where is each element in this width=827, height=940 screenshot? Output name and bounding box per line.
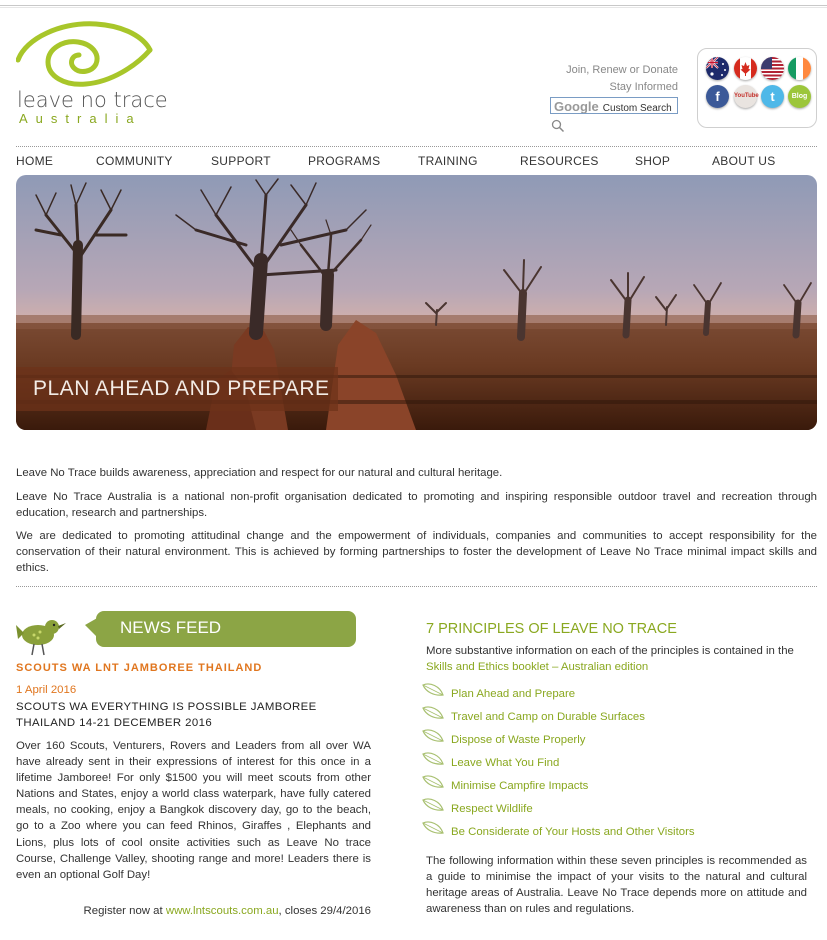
news-item-body: Over 160 Scouts, Venturers, Rovers and Leaders from all over WA have already sent in their expressions of interest for this once in a lifetime Jamboree! For only $1500 you will meet scouts from other Nations and States, enjoy a world class waterpark, have fully catered meals, no cooking, enjoy a Bangkok discovery day, go to the beach, go to a Zoo where you can feed Rhinos, Giraffes , Elephants and Lions, plus lots of cool onsite activities such as Leave No trace Course, Challenge Valley, shooting range and more! Leaders there is even an optional Golf Day! [16,740,371,881]
facebook-icon[interactable]: f [706,85,729,108]
top-border-inner [0,7,827,8]
search-icon[interactable] [551,119,565,133]
logo-subtitle: Australia [19,111,142,126]
nav-training[interactable]: TRAINING [418,154,478,168]
principle-item [422,706,812,726]
youtube-icon[interactable]: YouTube [734,85,757,108]
register-prefix: Register now at [83,905,166,917]
site-logo[interactable] [16,20,168,126]
principle-item [422,821,812,841]
hero-caption-text: PLAN AHEAD AND PREPARE [33,377,330,400]
leaf-icon [422,706,444,720]
intro-paragraph-2: Leave No Trace Australia is a national non-profit organisation dedicated to promoting and inspiring responsible outdoor travel and recreation through education, research and partnerships. [16,491,817,519]
principle-item [422,683,812,703]
nav-about-us[interactable]: ABOUT US [712,154,776,168]
flags-social-panel [697,48,817,128]
nav-shop[interactable]: SHOP [635,154,671,168]
search-placeholder: Custom Search [602,103,672,114]
usa-flag-icon[interactable] [761,57,784,80]
join-renew-donate-link[interactable]: Join, Renew or Donate [566,64,678,76]
principles-intro [426,643,807,675]
principle-campfire-link[interactable]: Minimise Campfire Impacts [451,780,589,792]
nav-home[interactable]: HOME [16,154,54,168]
principle-item [422,798,812,818]
principle-item [422,752,812,772]
principle-leave-what-you-find-link[interactable]: Leave What You Find [451,757,560,769]
australia-flag-icon[interactable] [706,57,729,80]
leaf-icon [422,729,444,743]
hero-caption [16,367,338,411]
nav-community[interactable]: COMMUNITY [96,154,173,168]
principles-intro-text: More substantive information on each of the principles is contained in the [426,645,794,657]
news-item-title[interactable]: SCOUTS WA LNT JAMBOREE THAILAND [16,662,263,674]
principle-respect-wildlife-link[interactable]: Respect Wildlife [451,803,533,815]
google-brand: Google [554,99,599,114]
divider [16,586,817,587]
news-item-date: 1 April 2016 [16,684,77,696]
nav-programs[interactable]: PROGRAMS [308,154,381,168]
logo-name: leave no trace [17,88,168,112]
skills-ethics-booklet-link[interactable]: Skills and Ethics booklet – Australian edition [426,661,649,673]
ireland-flag-icon[interactable] [788,57,811,80]
news-feed-banner [96,611,356,647]
principles-outro: The following information within these seven principles is recommended as a guide to minimise the impact of your visits to the natural and cultural heritage areas of Australia. Leave No Trace depends more on attitude and awareness than on rules and regulations. [426,855,807,915]
divider [16,146,817,147]
principle-be-considerate-link[interactable]: Be Considerate of Your Hosts and Other Visitors [451,826,695,838]
twitter-icon[interactable]: t [761,85,784,108]
register-suffix: , closes 29/4/2016 [278,905,371,917]
leaf-icon [422,821,444,835]
register-link[interactable]: www.lntscouts.com.au [165,905,279,917]
stay-informed-link[interactable]: Stay Informed [609,81,678,93]
principle-item [422,729,812,749]
leaf-icon [422,775,444,789]
canada-flag-icon[interactable] [734,57,757,80]
swirl-logo-icon [16,20,156,90]
nav-resources[interactable]: RESOURCES [520,154,599,168]
blog-icon[interactable]: Blog [788,85,811,108]
principle-item [422,775,812,795]
principle-travel-camp-link[interactable]: Travel and Camp on Durable Surfaces [451,711,645,723]
top-border [0,5,827,6]
intro-paragraph-3: We are dedicated to promoting attitudinal change and the empowerment of individuals, companies and communities to accept responsibility for the conservation of their natural environment. This is achieved by forming partnerships to foster the development of Leave No Trace minimal impact skills and ethics. [16,530,817,574]
news-register-line [16,905,371,917]
leaf-icon [422,798,444,812]
hero-banner [16,175,817,430]
principles-title: 7 PRINCIPLES OF LEAVE NO TRACE [426,621,677,637]
main-nav [16,154,817,170]
intro-paragraph-1: Leave No Trace builds awareness, appreciation and respect for our natural and cultural heritage. [16,467,503,479]
leaf-icon [422,752,444,766]
principle-dispose-waste-link[interactable]: Dispose of Waste Properly [451,734,586,746]
bird-icon [16,613,68,657]
principle-plan-ahead-link[interactable]: Plan Ahead and Prepare [451,688,576,700]
news-item-headline: SCOUTS WA EVERYTHING IS POSSIBLE JAMBOREE THAILAND 14-21 DECEMBER 2016 [16,701,317,729]
leaf-icon [422,683,444,697]
nav-support[interactable]: SUPPORT [211,154,271,168]
news-feed-heading: NEWS FEED [120,618,222,637]
search-input[interactable] [550,97,678,114]
